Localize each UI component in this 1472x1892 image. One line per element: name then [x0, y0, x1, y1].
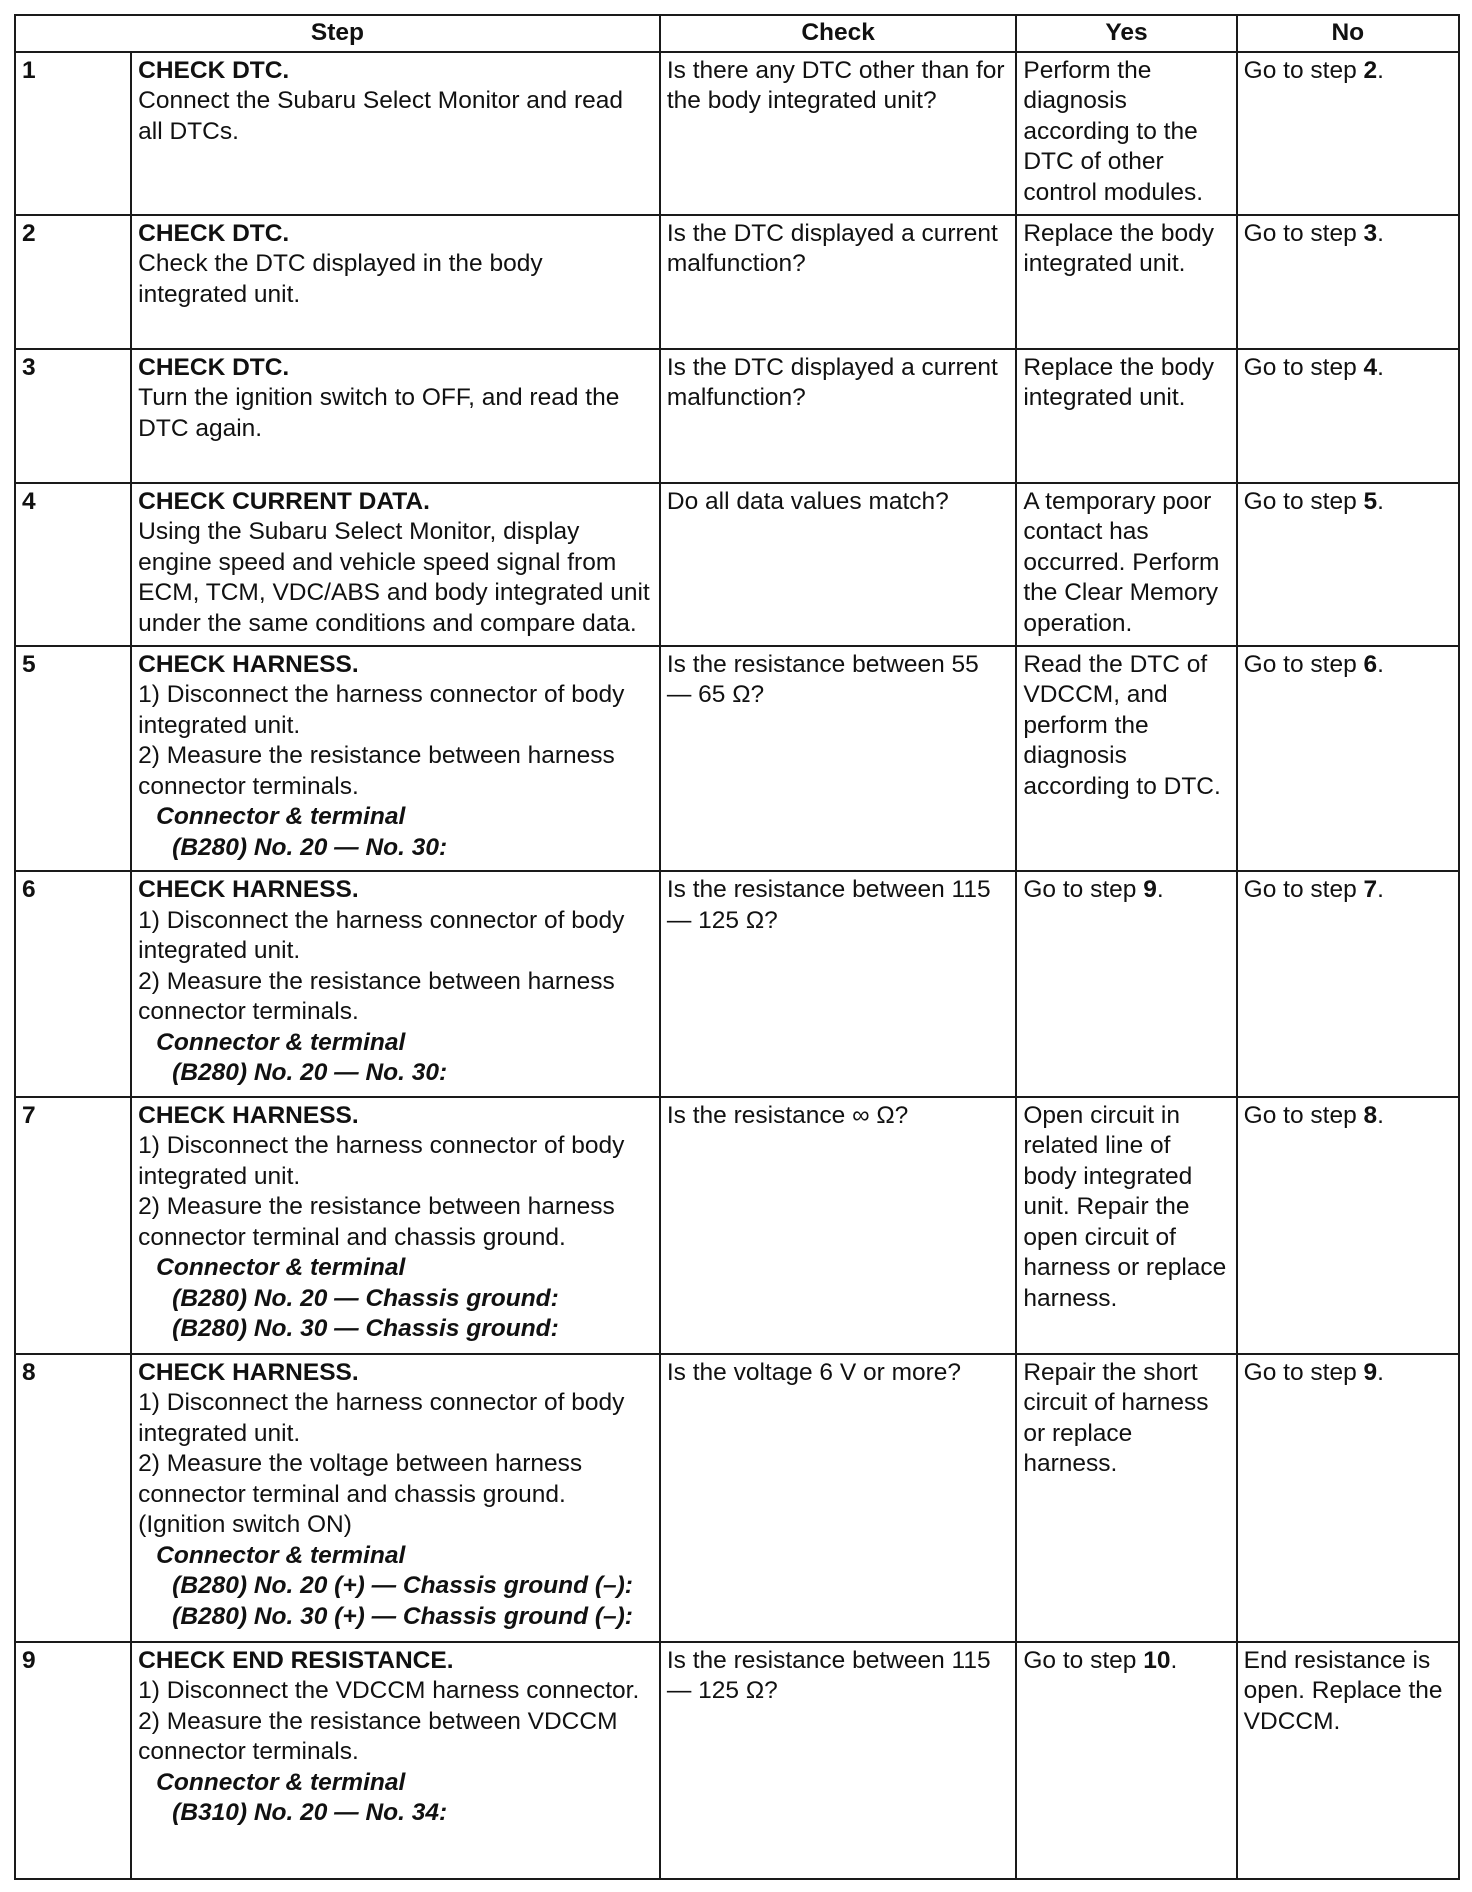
- no-cell: [1237, 1097, 1459, 1354]
- step-number: 6: [15, 871, 131, 1097]
- yes-text: Go to step: [1023, 1646, 1144, 1674]
- step-cell: [131, 349, 660, 483]
- no-cell: [1237, 871, 1459, 1097]
- step-title: CHECK END RESISTANCE.: [138, 1646, 454, 1674]
- header-check: Check: [660, 15, 1016, 52]
- check-cell: Is the DTC displayed a current malfunction?: [660, 349, 1016, 483]
- step-number: 3: [15, 349, 131, 483]
- yes-cell: A temporary poor contact has occurred. Perform the Clear Memory operation.: [1016, 483, 1236, 646]
- table-row: [15, 1354, 1459, 1642]
- step-title: CHECK HARNESS.: [138, 650, 359, 678]
- no-punct: .: [1377, 1358, 1384, 1386]
- step-instruction: Using the Subaru Select Monitor, display engine speed and vehicle speed signal from ECM, TCM, VDC/ABS and body integrated unit under the same conditions and compare data.: [138, 518, 650, 637]
- step-instruction: 2) Measure the resistance between VDCCM connector terminals.: [138, 1707, 618, 1766]
- table-row: [15, 52, 1459, 215]
- table-row: [15, 1642, 1459, 1879]
- connector-label: Connector & terminal: [156, 803, 406, 831]
- yes-step-number: 10: [1143, 1646, 1171, 1674]
- table-row: [15, 215, 1459, 349]
- table-body: [15, 52, 1459, 1880]
- table-header-row: [15, 15, 1459, 52]
- no-step-number: 7: [1363, 876, 1378, 904]
- step-instruction: 1) Disconnect the harness connector of body integrated unit.: [138, 681, 625, 739]
- no-text: Go to step: [1243, 1101, 1364, 1129]
- no-punct: .: [1377, 56, 1384, 84]
- no-cell: [1237, 646, 1459, 872]
- step-instruction: Check the DTC displayed in the body integrated unit.: [138, 250, 543, 308]
- check-cell: Is the DTC displayed a current malfunction?: [660, 215, 1016, 349]
- yes-punct: .: [1170, 1646, 1178, 1674]
- yes-cell: Replace the body integrated unit.: [1016, 215, 1236, 349]
- step-cell: [131, 871, 660, 1097]
- yes-punct: .: [1156, 876, 1164, 904]
- step-title: CHECK DTC.: [138, 56, 290, 84]
- table-row: [15, 871, 1459, 1097]
- step-title: CHECK HARNESS.: [138, 876, 359, 904]
- connector-terminal: (B280) No. 30 (+) — Chassis ground (–):: [172, 1602, 633, 1630]
- step-instruction: 2) Measure the resistance between harness connector terminals.: [138, 742, 615, 800]
- step-number: 4: [15, 483, 131, 646]
- step-cell: [131, 1097, 660, 1354]
- step-number: 8: [15, 1354, 131, 1642]
- step-cell: [131, 215, 660, 349]
- check-cell: Is the resistance between 115 — 125 Ω?: [660, 871, 1016, 1097]
- step-instruction: 2) Measure the resistance between harness connector terminals.: [138, 967, 615, 1026]
- step-cell: [131, 646, 660, 872]
- header-yes: Yes: [1016, 15, 1236, 52]
- step-title: CHECK CURRENT DATA.: [138, 487, 430, 515]
- step-instruction: 1) Disconnect the harness connector of body integrated unit.: [138, 1389, 625, 1447]
- header-no: No: [1237, 15, 1459, 52]
- step-cell: [131, 52, 660, 215]
- yes-cell: [1016, 1642, 1236, 1879]
- step-instruction: Turn the ignition switch to OFF, and read the DTC again.: [138, 384, 620, 442]
- no-punct: .: [1377, 876, 1384, 904]
- step-number: 7: [15, 1097, 131, 1354]
- check-cell: Do all data values match?: [660, 483, 1016, 646]
- connector-terminal: (B280) No. 20 — No. 30:: [172, 1059, 448, 1087]
- table-row: [15, 483, 1459, 646]
- no-punct: .: [1377, 487, 1384, 515]
- table-row: [15, 349, 1459, 483]
- no-punct: .: [1377, 219, 1384, 247]
- step-instruction: 2) Measure the resistance between harness connector terminal and chassis ground.: [138, 1193, 615, 1251]
- step-cell: [131, 1354, 660, 1642]
- no-step-number: 3: [1363, 219, 1378, 247]
- step-instruction: Connect the Subaru Select Monitor and read all DTCs.: [138, 87, 624, 145]
- connector-label: Connector & terminal: [156, 1254, 406, 1282]
- step-number: 9: [15, 1642, 131, 1879]
- connector-label: Connector & terminal: [156, 1541, 406, 1569]
- no-punct: .: [1377, 650, 1384, 678]
- no-text: Go to step: [1243, 487, 1364, 515]
- yes-cell: [1016, 871, 1236, 1097]
- step-number: 2: [15, 215, 131, 349]
- step-instruction: 2) Measure the voltage between harness connector terminal and chassis ground. (Ignition switch ON): [138, 1450, 583, 1539]
- check-cell: Is the resistance ∞ Ω?: [660, 1097, 1016, 1354]
- no-cell: End resistance is open. Replace the VDCCM.: [1237, 1642, 1459, 1879]
- no-cell: [1237, 1354, 1459, 1642]
- check-cell: Is the resistance between 115 — 125 Ω?: [660, 1642, 1016, 1879]
- step-title: CHECK HARNESS.: [138, 1358, 359, 1386]
- no-step-number: 2: [1363, 56, 1378, 84]
- yes-cell: Replace the body integrated unit.: [1016, 349, 1236, 483]
- no-text: Go to step: [1243, 650, 1364, 678]
- connector-terminal: (B280) No. 20 — Chassis ground:: [172, 1284, 559, 1312]
- document-page: [14, 14, 1460, 1880]
- no-text: Go to step: [1243, 876, 1364, 904]
- no-text: Go to step: [1243, 56, 1364, 84]
- no-text: Go to step: [1243, 219, 1364, 247]
- connector-terminal: (B310) No. 20 — No. 34:: [172, 1799, 448, 1827]
- yes-cell: Read the DTC of VDCCM, and perform the diagnosis according to DTC.: [1016, 646, 1236, 872]
- yes-step-number: 9: [1143, 876, 1157, 904]
- no-text: Go to step: [1243, 1358, 1364, 1386]
- step-number: 1: [15, 52, 131, 215]
- no-step-number: 9: [1363, 1358, 1378, 1386]
- yes-cell: Repair the short circuit of harness or replace harness.: [1016, 1354, 1236, 1642]
- step-cell: [131, 1642, 660, 1879]
- diagnostic-table: [14, 14, 1460, 1880]
- yes-text: Go to step: [1023, 876, 1144, 904]
- check-cell: Is the resistance between 55 — 65 Ω?: [660, 646, 1016, 872]
- no-punct: .: [1377, 1101, 1384, 1129]
- connector-label: Connector & terminal: [156, 1028, 406, 1056]
- yes-cell: Open circuit in related line of body integrated unit. Repair the open circuit of harness or replace harness.: [1016, 1097, 1236, 1354]
- no-step-number: 4: [1363, 353, 1378, 381]
- table-row: [15, 646, 1459, 872]
- connector-terminal: (B280) No. 30 — Chassis ground:: [172, 1315, 559, 1343]
- yes-cell: Perform the diagnosis according to the DTC of other control modules.: [1016, 52, 1236, 215]
- no-cell: [1237, 215, 1459, 349]
- step-instruction: 1) Disconnect the VDCCM harness connector.: [138, 1677, 640, 1705]
- step-title: CHECK DTC.: [138, 219, 290, 247]
- connector-terminal: (B280) No. 20 (+) — Chassis ground (–):: [172, 1572, 633, 1600]
- table-row: [15, 1097, 1459, 1354]
- no-cell: [1237, 483, 1459, 646]
- step-instruction: 1) Disconnect the harness connector of body integrated unit.: [138, 906, 625, 965]
- step-number: 5: [15, 646, 131, 872]
- step-cell: [131, 483, 660, 646]
- step-title: CHECK HARNESS.: [138, 1101, 359, 1129]
- step-title: CHECK DTC.: [138, 353, 290, 381]
- check-cell: Is there any DTC other than for the body integrated unit?: [660, 52, 1016, 215]
- no-cell: [1237, 52, 1459, 215]
- connector-label: Connector & terminal: [156, 1768, 406, 1796]
- connector-terminal: (B280) No. 20 — No. 30:: [172, 833, 448, 861]
- step-instruction: 1) Disconnect the harness connector of body integrated unit.: [138, 1132, 625, 1190]
- no-cell: [1237, 349, 1459, 483]
- no-step-number: 8: [1363, 1101, 1378, 1129]
- header-step: Step: [15, 15, 660, 52]
- no-text: Go to step: [1243, 353, 1364, 381]
- no-step-number: 5: [1363, 487, 1378, 515]
- check-cell: Is the voltage 6 V or more?: [660, 1354, 1016, 1642]
- no-step-number: 6: [1363, 650, 1378, 678]
- no-punct: .: [1377, 353, 1384, 381]
